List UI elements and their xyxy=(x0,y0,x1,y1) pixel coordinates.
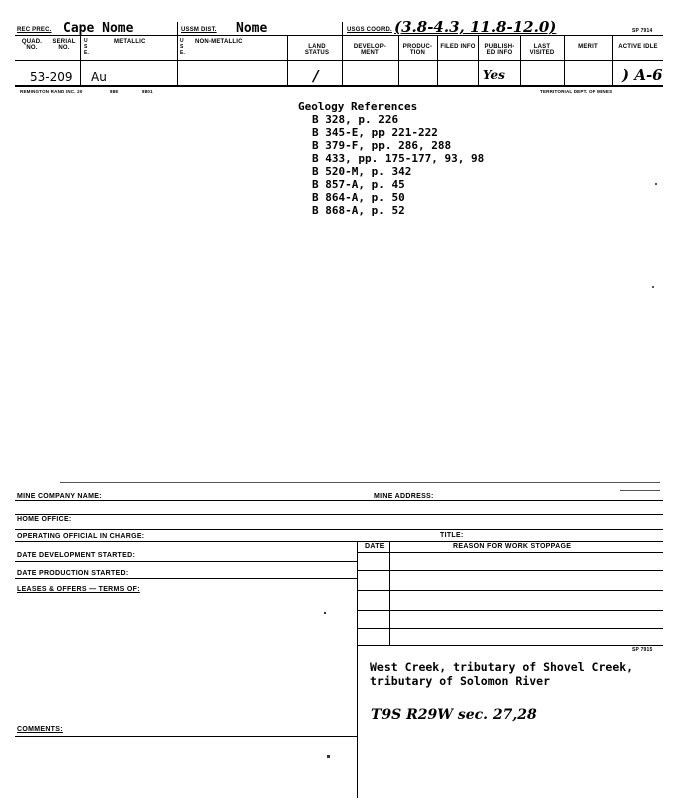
stoppage-rule xyxy=(357,645,663,646)
divider xyxy=(287,36,288,85)
mine-address-label: MINE ADDRESS: xyxy=(374,493,434,500)
stoppage-divider xyxy=(357,541,358,798)
metallic-value: Au xyxy=(91,70,107,84)
reference-item: B 328, p. 226 xyxy=(312,113,399,126)
land-status-value: / xyxy=(313,67,319,85)
location-line-1: West Creek, tributary of Shovel Creek, xyxy=(370,660,634,674)
speck xyxy=(655,183,657,185)
published-info-label: PUBLISH- ED INFO xyxy=(484,44,515,56)
last-visited-label: LAST VISITED xyxy=(529,44,555,56)
references-list xyxy=(298,113,484,217)
geology-references xyxy=(298,100,484,217)
reference-item: B 379-F, pp. 286, 288 xyxy=(312,139,452,152)
form-number-bottom: SP 7915 xyxy=(632,647,653,653)
stoppage-reason-label: REASON FOR WORK STOPPAGE xyxy=(453,543,572,550)
form-number-top: SP 7914 xyxy=(632,28,653,34)
development-label: DEVELOP- MENT xyxy=(353,44,387,56)
leases-label: LEASES & OFFERS — TERMS OF: xyxy=(17,586,140,593)
mine-company-name-label: MINE COMPANY NAME: xyxy=(17,493,102,500)
comments-label: COMMENTS: xyxy=(17,726,63,733)
stoppage-rule xyxy=(357,628,663,629)
column-rule xyxy=(15,60,663,61)
rec-prec-value: Cape Nome xyxy=(63,21,134,36)
rule-production xyxy=(15,578,357,579)
stoppage-rule xyxy=(357,610,663,611)
divider xyxy=(478,36,479,85)
speck xyxy=(327,755,330,758)
ussm-dist-value: Nome xyxy=(236,21,268,36)
rule-comments xyxy=(15,736,357,737)
rule-home-office xyxy=(15,514,663,515)
usgs-coord-value: (3.8-4.3, 11.8-12.0) xyxy=(394,18,557,36)
speck xyxy=(652,286,654,288)
reference-item: B 345-E, pp 221-222 xyxy=(312,126,438,139)
rule-development xyxy=(15,561,357,562)
divider xyxy=(612,36,613,85)
stoppage-divider xyxy=(389,541,390,645)
printer-imprint: REMINGTON RAND INC. 20 xyxy=(20,89,83,94)
title-label: TITLE: xyxy=(440,532,464,539)
filed-info-label: FILED INFO xyxy=(440,44,476,50)
usgs-coord-label: USGS COORD. xyxy=(347,27,392,33)
reference-item: B 433, pp. 175-177, 93, 98 xyxy=(312,152,485,165)
divider xyxy=(342,22,343,85)
divider xyxy=(80,36,81,85)
stoppage-date-label: DATE xyxy=(365,543,385,550)
home-office-label: HOME OFFICE: xyxy=(17,516,72,523)
stoppage-rule xyxy=(357,590,663,591)
use-metallic-label: U S E. xyxy=(84,38,90,56)
rule-official xyxy=(15,529,663,530)
operating-official-label: OPERATING OFFICIAL IN CHARGE: xyxy=(17,533,145,540)
active-idle-value: ) A-6 xyxy=(622,66,663,84)
quad-serial-value: 53-209 xyxy=(30,70,73,84)
references-heading: Geology References xyxy=(298,100,418,113)
reference-item: B 868-A, p. 52 xyxy=(312,204,405,217)
location-line-2: tributary of Solomon River xyxy=(370,674,551,688)
production-label: PRODUC- TION xyxy=(402,44,433,56)
card-edge xyxy=(60,482,660,483)
reference-item: B 520-M, p. 342 xyxy=(312,165,412,178)
rule-title xyxy=(15,541,663,542)
date-production-label: DATE PRODUCTION STARTED: xyxy=(17,570,129,577)
divider xyxy=(177,22,178,85)
active-idle-label: ACTIVE IDLE xyxy=(618,44,658,50)
divider xyxy=(564,36,565,85)
use-nonmetallic-label: U S E. xyxy=(180,38,186,56)
township-range-note: T9S R29W sec. 27,28 xyxy=(371,707,537,723)
speck xyxy=(324,612,326,614)
department-imprint: TERRITORIAL DEPT. OF MINES xyxy=(540,89,613,94)
row-rule xyxy=(15,85,663,87)
divider xyxy=(437,36,438,85)
card-edge xyxy=(620,490,660,491)
land-status-label: LAND STATUS xyxy=(304,44,330,56)
stoppage-rule xyxy=(357,570,663,571)
metallic-label: METALLIC xyxy=(114,39,146,45)
published-info-value: Yes xyxy=(483,68,505,82)
print-code-1: 888 xyxy=(110,89,119,94)
nonmetallic-label: NON-METALLIC xyxy=(195,39,243,45)
print-code-2: 8801 xyxy=(142,89,153,94)
ussm-dist-label: USSM DIST. xyxy=(181,27,217,33)
rec-prec-label: REC PREC. xyxy=(17,27,52,33)
divider xyxy=(520,36,521,85)
reference-item: B 857-A, p. 45 xyxy=(312,178,405,191)
reference-item: B 864-A, p. 50 xyxy=(312,191,405,204)
serial-no-label: SERIAL NO. xyxy=(52,39,76,51)
date-development-label: DATE DEVELOPMENT STARTED: xyxy=(17,552,136,559)
rule-company xyxy=(15,500,663,501)
stoppage-rule xyxy=(357,552,663,553)
merit-label: MERIT xyxy=(578,44,598,50)
quad-no-label: QUAD. NO. xyxy=(21,39,43,51)
